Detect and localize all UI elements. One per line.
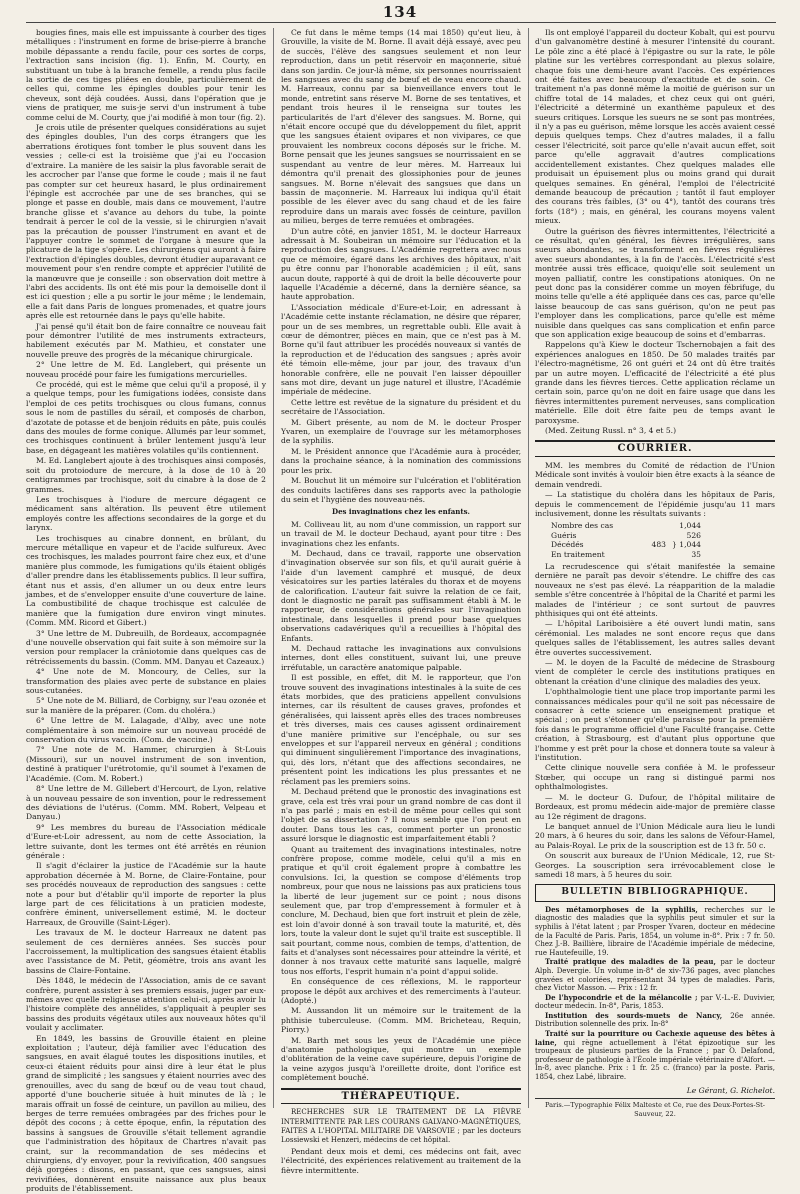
- bibliography-entry: [535, 906, 775, 958]
- courrier-body: [535, 461, 775, 518]
- page-number: 134: [382, 3, 418, 21]
- paragraph: Il est possible, en effet, dit M. le rapporteur, que l'on trouve souvent des invaginations intestinales à la suite de ces états morbides, que des praticiens appellent convulsions internes, car ils résultent de causes graves, profondes et généralisées, qui laissent après elles des traces nombreuses et très diverses, mais ces causes agissent ordinairement d'une manière primitive sur l'encéphale, ou sur ses enveloppes et sur l'appareil nerveux en général ; conditions qui diminuent singulièrement l'importance des invaginations, qui, dès lors, n'étant que des affections secondaires, ne présentent point les indications les plus pressantes et ne réclament pas les premiers soins.: [281, 673, 521, 786]
- stat-row: [551, 531, 701, 540]
- paragraph: M. Gibert présente, au nom de M. le docteur Prosper Yvaren, un exemplaire de l'ouvrage sur les métamorphoses de la syphilis.: [281, 417, 521, 446]
- article-title: RECHERCHES SUR LE TRAITEMENT DE LA FIÈVRE INTERMITTENTE PAR LES COURANS GALVANO-MAGNÉTIQUES, FAITES A L'HOPITAL MILITAIRE DE VARSOVIE ; par les docteurs Lossiewski et Henzeri, médecins de cet hôpital.: [281, 1108, 521, 1145]
- article-body: [26, 28, 266, 1194]
- top-rule: [26, 22, 776, 23]
- bibliography-details: 26e année. Distribution solennelle des prix. In-8°: [535, 1011, 775, 1029]
- bibliography-title: Des métamorphoses de la syphilis,: [545, 904, 698, 914]
- paragraph: J'ai pensé qu'il était bon de faire connaître ce nouveau fait pour démontrer l'utilité de mes instruments extracteurs, habilement exécutés par M. Mathieu, et constater une nouvelle preuve des progrès de la mécanique chirurgicale.: [26, 321, 266, 359]
- article-body: [281, 28, 521, 504]
- paragraph: Les trochisques à l'iodure de mercure dégagent ce médicament sans altération. Ils peuvent être utilement employés contre les affections secondaires de la gorge et du larynx.: [26, 494, 266, 533]
- paragraph: En conséquence de ces réflexions, M. le rapporteur propose le dépôt aux archives et des remerciments à l'auteur. (Adopté.): [281, 977, 521, 1006]
- paragraph: 4° Une note de M. Moncoury, de Celles, sur la transformation des plaies avec perte de substance en plaies sous-cutanées.: [26, 667, 266, 696]
- paragraph: M. Colliveau lit, au nom d'une commission, un rapport sur un travail de M. le docteur Dechaud, ayant pour titre : Des invaginations chez les enfants.: [281, 519, 521, 548]
- paragraph: 5° Une note de M. Billiard, de Corbigny, sur l'eau ozonée et sur la manière de la préparer. (Com. du choléra.): [26, 696, 266, 715]
- paragraph: Je crois utile de présenter quelques considérations au sujet des épingles doubles, l'un des corps étrangers que les aberrations érotiques font tomber le plus souvent dans les vessies ; celle-ci est la troisième que j'ai eu l'occasion d'extraire. La manière de les saisir la plus favorable serait de les accrocher par l'anse que forme le coude ; mais il ne faut pas compter sur cet heureux hasard, le plus ordinairement l'épingle est accrochée par une de ses branches, qui se plonge et passe en double, mais dans ce mouvement, l'autre branche glisse et s'avance au dehors du tube, la pointe tendrait à percer le col de la vessie, si le chirurgien n'avait pas la précaution de pousser l'instrument en avant et de l'appuyer contre le sommet de l'organe à mesure que la plicature de la tige s'opère. Les chirurgiens qui auront à faire l'extraction d'épingles doubles, devront étudier auparavant ce mouvement pour s'en rendre compte et apprécier l'utilité de la manœuvre que je conseille : son observation doit mettre à l'abri des accidents. Ils ont été mis pour la demoiselle dont il est ici question ; elle a pu sortir le jour même ; le lendemain, elle a fait dans Paris de longues promenades, et quatre jours après elle est retournée dans le pays qu'elle habite.: [26, 123, 267, 321]
- column-divider: [528, 28, 529, 1108]
- stat-row: [551, 540, 701, 549]
- stat-label: Nombre des cas: [551, 521, 614, 531]
- bibliography-details: par le docteur Alph. Devergie. Un volume in-8° de xiv-736 pages, avec planches gravées et coloriées, représentant 34 types de maladies. Paris, chez Victor Masson. — Prix : 12 fr.: [535, 958, 776, 993]
- paragraph: L'ophthalmologie tient une place trop importante parmi les connaissances médicales pour qu'il ne soit pas nécessaire de consacrer à cette science un enseignement pratique et spécial ; on peut s'étonner qu'elle paraisse pour la première fois dans le programme officiel d'une Faculté française. Cette création, à Strasbourg, est d'autant plus opportune que l'homme y est prêt pour la chose et donnera toute sa valeur à l'institution.: [535, 687, 775, 763]
- paragraph: — M. le docteur G. Dufour, de l'hôpital militaire de Bordeaux, est promu médecin aide-major de première classe au 12e régiment de dragons.: [535, 792, 775, 821]
- column-middle: [281, 28, 521, 1175]
- cholera-statistics: [551, 521, 775, 559]
- stat-row: [551, 521, 701, 530]
- paragraph: Pendant deux mois et demi, ces médecins ont fait, avec l'électricité, des expériences relativement au traitement de la fièvre intermittente.: [281, 1146, 521, 1175]
- bibliography-title: Traité pratique des maladies de la peau,: [545, 957, 716, 967]
- paragraph: D'un autre côté, en janvier 1851, M. le docteur Harreaux adressait à M. Soubeiran un mémoire sur l'éducation et la reproduction des sangsues. L'Académie regrettera avec nous que ce mémoire, égaré dans les archives des hôpitaux, n'ait pu être connu par l'honorable académicien ; il eût, sans aucun doute, rapporté à qui de droit la belle découverte pour laquelle l'Académie a décerné, dans la dernière séance, sa haute approbation.: [281, 226, 521, 302]
- article-body: [535, 28, 775, 435]
- article-body: [281, 520, 521, 1083]
- paragraph: Quant au traitement des invaginations intestinales, notre confrère propose, comme modèle, celui qu'il a mis en pratique et qu'il croit également propre à combattre les convulsions. Ici, la question se compose d'éléments trop nombreux, pour que nous ne laissions pas aux praticiens tous la liberté de leur jugement sur ce point ; nous disons seulement que, par trop d'empressement à formuler et à conclure, M. Dechaud, bien que fort instruit et plein de zèle, est loin d'avoir donné à son travail toute la maturité, et, dès lors, toute la valeur dont le sujet qu'il traite est susceptible. Il sait pourtant, comme nous, combien de temps, d'attention, de faits et d'analyses sont nécessaires pour atteindre la vérité, et donner à nos travaux cette maturité sans laquelle, malgré tous nos efforts, l'esprit humain n'a point d'appui solide.: [281, 844, 521, 976]
- bibliography-list: [535, 906, 775, 1082]
- stat-label: En traitement: [551, 549, 605, 559]
- bibliography-entry: [535, 994, 775, 1011]
- paragraph: Ce procédé, qui est le même que celui qu'il a proposé, il y a quelque temps, pour les fumigations iodées, consiste dans l'emploi de ces petits trochisques ou clous fumans, connus sous le nom de pastilles du sérail, et composés de charbon, d'azotate de potasse et de benjoin réduits en pâte, puis coulés dans des moules de forme conique. Allumés par leur sommet, ces trochisques continuent à brûler lentement jusqu'à leur base, en dégageant les matières volatiles qu'ils contiennent.: [26, 380, 266, 455]
- stat-value: 483: [651, 540, 666, 550]
- paragraph: M. Bouchut lit un mémoire sur l'ulcération et l'oblitération des conduits lactifères dans ses rapports avec la pathologie du sein et l'hygiène des nouveau-nés.: [281, 476, 521, 504]
- bibliography-title: Institution des sourds-muets de Nancy,: [545, 1010, 723, 1020]
- article-body: [281, 1147, 521, 1175]
- paragraph: M. Ed. Langlebert ajoute à des trochisques ainsi composés, soit du protoiodure de mercure, à la dose de 10 à 20 centigrammes par trochisque, soit du cinabre à la dose de 2 grammes.: [26, 456, 266, 494]
- paragraph: Les travaux de M. le docteur Harreaux ne datent pas seulement de ces dernières années. Ses succès pour l'accroissement, la multiplication des sangsues étaient établis avec l'assistance de M. Petit, géomètre, trois ans avant les bassins de Claire-Fontaine.: [26, 928, 266, 975]
- paragraph: 6° Une lettre de M. Lalagade, d'Alby, avec une note complémentaire à son mémoire sur un nouveau procédé de conservation du virus vaccin. (Com. de vaccine.): [26, 716, 266, 745]
- section-subheading: Des invaginations chez les enfants.: [332, 507, 470, 517]
- paragraph: Les trochisques au cinabre donnent, en brûlant, du mercure métallique en vapeur et de l'acide sulfureux. Avec ces trochisques, les malades pourront faire chez eux, et d'une manière plus commode, les fumigations qu'ils étaient obligés d'aller prendre dans les établissements publics. Il leur suffira, étant nus et assis, d'en allumer un ou deux entre leurs jambes, et de s'envelopper ensuite d'une couverture de laine. La combustibilité de chaque trochisque est calculée de manière que la fumigation dure environ vingt minutes. (Comm. MM. Ricord et Gibert.): [26, 533, 266, 628]
- paragraph: Ce fut dans le même temps (14 mai 1850) qu'eut lieu, à Grouville, la visite de M. Borne. Il avait déjà essayé, avec peu de succès, l'élève des sangsues seulement et non leur reproduction, dans un petit réservoir en maçonnerie, situé dans son jardin. Ce jour-là même, six personnes nourrissaient les sangsues avec du sang de bœuf et de veau encore chaud. M. Harreaux, connu par sa bienveillance envers tout le monde, entretint sans réserve M. Borne de ses tentatives, et pendant trois heures il le renseigna sur toutes les particularités de l'art d'élever des sangsues. M. Borne, qui n'était encore occupé que du développement du filet, apprit que les sangsues étaient ovipares et non vivipares, ce que prouvaient les nombreux cocons déposés sur le friche. M. Borne pensait que les jeunes sangsues se nourrissaient en se suspendant au ventre de leur mères. M. Harreaux lui démontra qu'il prenait des glossiphonies pour de jeunes sangsues. M. Borne n'élevait des sangsues que dans un bassin de maçonnerie. M. Harreaux lui indiqua qu'il était possible de les élever avec du sang chaud et de les faire reproduire dans un marais avec fossés de ceinture, pavillon au milieu, berges de terre remuées et ombragées.: [281, 28, 521, 226]
- stat-label: Guéris: [551, 530, 577, 540]
- paragraph: 7° Une note de M. Hammer, chirurgien à St-Louis (Missouri), sur un nouvel instrument de son invention, destiné à pratiquer l'urétrotomie, qu'il soumet à l'examen de l'Académie. (Com. M. Robert.): [26, 745, 266, 783]
- paragraph: Rappelons qu'à Kiew le docteur Tschernobajen a fait des expériences analogues en 1850. De 50 malades traités par l'électro-magnétisme, 26 ont guéri et 24 ont dû être traités par un autre moyen. L'efficacité de l'électricité a été plus grande dans les fièvres tierces. Cette application réclame un certain soin, parce qu'on ne doit en faire usage que dans les fièvres intermittentes purement nerveuses, sans complication matérielle. Elle doit être faite peu de temps avant le paroxysme.: [535, 340, 775, 425]
- stat-value: 1,044: [679, 521, 701, 531]
- paragraph: M. Aussandon lit un mémoire sur le traitement de la phthisie tuberculeuse. (Comm. MM. Bricheteau, Requin, Piorry.): [281, 1006, 521, 1035]
- paragraph: Ils ont employé l'appareil du docteur Kobalt, qui est pourvu d'un galvanomètre destiné à mesurer l'intensité du courant. Le pôle zinc a été placé à l'épigastre ou sur la rate, le pôle platine sur les vertèbres correspondant au plexus solaire, chaque fois une demi-heure avant l'accès. Ces expériences ont été faites avec beaucoup d'exactitude et de soin. Ce traitement n'a pas donné même la moitié de guérison sur un chiffre total de 14 malades, et chez ceux qui ont guéri, l'électricité a déterminé un exanthème papuleux et des sueurs critiques. Lorsque les sueurs ne se sont pas montrées, il n'y a pas eu guérison, même lorsque les accès avaient cessé depuis quelques temps. Chez d'autres malades, il a fallu cesser l'électricité, soit parce qu'elle n'avait aucun effet, soit parce qu'elle aggravait d'autres complications accidentellement existantes. Chez quelques malades elle produisait un épuisement plus ou moins grand qui durait quelques semaines. En général, l'emploi de l'électricité demande beaucoup de précaution ; tantôt il faut employer des courans très faibles, (3° ou 4°), tantôt des courans très forts (18°) ; mais, en général, les courans moyens valent mieux.: [535, 28, 775, 226]
- courrier-body: [535, 562, 775, 879]
- paragraph: 9° Les membres du bureau de l'Association médicale d'Eure-et-Loir adressent, au nom de cette Association, la lettre suivante, dont les termes ont été arrêtés en réunion générale :: [26, 822, 266, 860]
- column-divider: [273, 28, 274, 1108]
- paragraph: M. Dechaud rattache les invaginations aux convulsions internes, dont elles constituent, suivant lui, une preuve irréfutable, un caractère anatomique palpable.: [281, 644, 521, 672]
- paragraph: M. Dechaud prétend que le pronostic des invaginations est grave, cela est très vrai pour un grand nombre de cas dont il n'a pas parlé ; mais en est-il de même pour celles qui sont l'objet de sa dissertation ? Il nous semble que l'on peut en douter. Dans tous les cas, comment porter un pronostic assuré lorsque le diagnostic est imparfaitement établi ?: [281, 787, 521, 844]
- paragraph: L'Association médicale d'Eure-et-Loir, en adressant à l'Académie cette instante réclamation, ne désire que réparer, pour un de ses membres, un regrettable oubli. Elle avait à cœur de démontrer, pièces en main, que ce n'est pas à M. Borne qu'il faut attribuer les procédés nouveaux si vantés de la reproduction et de l'éducation des sangsues ; après avoir été témoin elle-même, jour par jour, des travaux d'un honorable confrère, elle ne pouvait l'en laisser dépouiller sans mot dire, devant un juge naturel et illustre, l'Académie impériale de médecine.: [281, 302, 521, 397]
- paragraph: Le banquet annuel de l'Union Médicale aura lieu le lundi 20 mars, à 6 heures du soir, dans les salons de Véfour-Hamel, au Palais-Royal. Le prix de la souscription est de 13 fr. 50 c.: [535, 821, 775, 850]
- paragraph: En 1849, les bassins de Grouville étaient en pleine exploitation ; l'auteur, déjà familier avec l'éducation des sangsues, en avait élagué toutes les dispositions inutiles, et ceux-ci étaient réduits pour ainsi dire à leur état le plus grand de simplicité ; les sangsues y étaient nourries avec des grenouilles, avec du sang de bœuf ou de veau tout chaud, apporté d'une boucherie située à huit minutes de là ; le marais offrait un fossé de ceinture, un pavillon au milieu, des berges de terre remuées ombragées par des friches pour le dépôt des cocons ; à cette époque, enfin, la réputation des bassins à sangsues de Grouville s'était tellement agrandie que l'administration des hôpitaux de Chartres n'avait pas craint, sur la recommandation de ses médecins et chirurgiens, d'y envoyer, pour la revivification, 400 sangsues déjà gorgées : disons, en passant, que ces sangsues, ainsi revivifiées, donnèrent ensuite naissance aux plus beaux produits de l'établissement.: [26, 1033, 266, 1194]
- paragraph: Cette clinique nouvelle sera confiée à M. le professeur Stœber, qui occupe un rang si distingué parmi nos ophthalmologistes.: [535, 763, 775, 792]
- paragraph: — La statistique du choléra dans les hôpitaux de Paris, depuis le commencement de l'épidémie jusqu'au 11 mars inclusivement, donne les résultats suivants :: [535, 490, 775, 518]
- paragraph: Dès 1848, le médecin de l'Association, amis de ce savant confrère, purent assister à ses premiers essais, juger par eux-mêmes avec quelle religieuse attention celui-ci, après avoir lu l'histoire complète des annélides, s'appliquait à peupler ses bassins des produits végétaux utiles aux nouveaux hôtes qu'il voulait y acclimater.: [26, 976, 266, 1033]
- paragraph: M. Dechaud, dans ce travail, rapporte une observation d'invagination observée sur son fils, et qu'il aurait guérie à l'aide d'un lavement camphré et musqué, de deux vésicatoires sur les parties latérales du thorax et de moyens de calorification. L'auteur fait suivre la relation de ce fait, dont le diagnostic ne paraît pas suffisamment établi à M. le rapporteur, de considérations générales sur l'invagination intestinale, dans lesquelles il prend pour base quelques observations cadavériques qu'il a recueillies à l'hôpital des Enfants.: [281, 548, 521, 643]
- gerant-signature: Le Gérant, G. Richelot.: [686, 1085, 775, 1095]
- stat-value: 35: [691, 549, 701, 559]
- paragraph: 8° Une lettre de M. Gillebert d'Hercourt, de Lyon, relative à un nouveau pessaire de son invention, pour le redressement des déviations de l'utérus. (Comm. MM. Robert, Velpeau et Danyau.): [26, 784, 266, 822]
- paragraph: On souscrit aux bureaux de l'Union Médicale, 12, rue St-Georges. La souscription sera irrévocablement close le samedi 18 mars, à 5 heures du soir.: [535, 851, 775, 879]
- bibliography-entry: [535, 958, 775, 992]
- section-title-therapeutique: THÉRAPEUTIQUE.: [281, 1088, 521, 1104]
- bibliography-details: qui règne actuellement à l'état épizootique sur les troupeaux de plusieurs parties de la France ; par O. Delafond, professeur de pathologie à l'École impériale vétérinaire d'Alfort. — In-8, avec planche. Prix : 1 fr. 25 c. (franco) par la poste. Paris, 1854, chez Labé, libraire.: [535, 1038, 775, 1082]
- stat-row: [551, 550, 701, 559]
- paragraph: M. Barth met sous les yeux de l'Académie une pièce d'anatomie pathologique, qui montre un exemple d'oblitération de la veine cave supérieure, depuis l'origine de la veine azygos jusqu'à l'oreillette droite, dont l'orifice est complètement bouché.: [281, 1035, 521, 1083]
- column-left: [26, 28, 267, 1194]
- paragraph: M. le Président annonce que l'Académie aura à procéder, dans la prochaine séance, à la nomination des commissions pour les prix.: [281, 446, 521, 475]
- paragraph: Il s'agit d'éclairer la justice de l'Académie sur la haute approbation décernée à M. Borne, de Claire-Fontaine, pour ses procédés nouveaux de reproduction des sangsues : cette note a pour but d'établir qu'il importe de reporter la plus large part de ces félicitations à un praticien modeste, confrère éminent, universellement estimé, M. le docteur Harreaux, de Grouville (Saint-Léger).: [26, 861, 266, 927]
- stat-label: Décédés: [551, 540, 584, 550]
- bibliography-entry: [535, 1030, 775, 1082]
- section-title-courrier: COURRIER.: [535, 440, 775, 456]
- bibliography-details: recherches sur le diagnostic des maladies que la syphilis peut simuler et sur la syphilis à l'état latent ; par Prosper Yvaren, docteur en médecine de la Faculté de Paris. Paris, 1854, un volume in-8°. Prix : 7 fr. 50. Chez J.-B. Baillière, libraire de l'Académie impériale de médecine, rue Hautefeuille, 19.: [535, 905, 775, 957]
- paragraph: (Med. Zeitung Russl. n° 3, 4 et 5.): [545, 426, 677, 436]
- bibliography-title: De l'hypocondrie et de la mélancolie ;: [545, 992, 698, 1002]
- printer-imprint: Paris.—Typographie Félix Malteste et Ce, rue des Deux-Portes-St-Sauveur, 22.: [535, 1098, 775, 1120]
- paragraph: La recrudescence qui s'était manifestée la semaine dernière ne paraît pas devoir s'étendre. Le chiffre des cas nouveaux ne s'est pas élevé. La réapparition de la maladie semble s'être concentrée à l'hôpital de la Charité et parmi les malades de l'intérieur ; ce sont surtout de pauvres phthisiques qui ont été atteints.: [535, 561, 775, 618]
- paragraph: — M. le doyen de la Faculté de médecine de Strasbourg vient de compléter le cercle des institutions pratiques en obtenant la création d'une clinique des maladies des yeux.: [535, 658, 775, 686]
- paragraph: 3° Une lettre de M. Dubreuilh, de Bordeaux, accompagnée d'une nouvelle observation qui fait suite à son mémoire sur la version pour remplacer la crâniotomie dans quelques cas de rétrécissements du bassin. (Comm. MM. Danyau et Cazeaux.): [26, 628, 266, 666]
- stat-value: 526: [686, 530, 701, 540]
- bibliography-entry: [535, 1012, 775, 1029]
- bibliography-title: Traité sur la pourriture ou Cachexie aqueuse des bêtes à laine,: [535, 1029, 775, 1047]
- stat-total: } 1,044: [672, 540, 701, 550]
- paragraph: bougies fines, mais elle est impuissante à courber des tiges métalliques : l'instrument en forme de brise-pierre à branche mobile dépassante a rendu facile, pour ces sortes de corps, l'extraction sans incision (fig. 1). Enfin, M. Courty, en substituant un tube à la branche femelle, a rendu plus facile la sortie de ces tiges pliées en double, particulièrement de celles qui, comme les épingles doubles pour tenir les cheveux, sont déjà coudées. Aussi, dans l'opération que je viens de pratiquer, me suis-je servi d'un instrument à tube comme celui de M. Courty, que j'ai modifié à mon tour (fig. 2).: [26, 28, 266, 122]
- paragraph: Cette lettre est revêtue de la signature du président et du secrétaire de l'Association.: [281, 397, 521, 417]
- paragraph: — L'hôpital Lariboisière a été ouvert lundi matin, sans cérémonial. Les malades ne sont encore reçus que dans quelques salles de l'établissement, les autres salles devant être ouvertes successivement.: [535, 619, 775, 657]
- section-title-bulletin: BULLETIN BIBLIOGRAPHIQUE.: [535, 884, 775, 901]
- paragraph: Outre la guérison des fièvres intermittentes, l'électricité a ce résultat, qu'en général, les fièvres irrégulières, sans sueurs abondantes, se transforment en fièvres régulières avec sueurs abondantes, à la fin de l'accès. L'électricité s'est montrée aussi très efficace, quoiqu'elle soit seulement un moyen palliatif, contre les constipations atoniques. On ne peut donc pas la considérer comme un moyen fébrifuge, du moins telle qu'elle a été appliquée dans ces cas, parce qu'elle laisse beaucoup de cas sans guérison, qu'on ne peut pas l'employer dans les complications, parce qu'elle est même nuisible dans quelques cas sans complication et enfin parce que son application exige beaucoup de soins et d'embarras.: [535, 226, 775, 339]
- paragraph: MM. les membres du Comité de rédaction de l'Union Médicale sont invités à vouloir bien être exacts à la séance de demain vendredi.: [535, 460, 775, 489]
- bibliography-details: par V.-L.-E. Duvivier, docteur médecin. In-8°, Paris, 1853.: [535, 993, 776, 1011]
- column-right: [535, 28, 776, 1119]
- paragraph: 2° Une lettre de M. Ed. Langlebert, qui présente un nouveau procédé pour faire les fumigations mercurielles.: [26, 360, 266, 379]
